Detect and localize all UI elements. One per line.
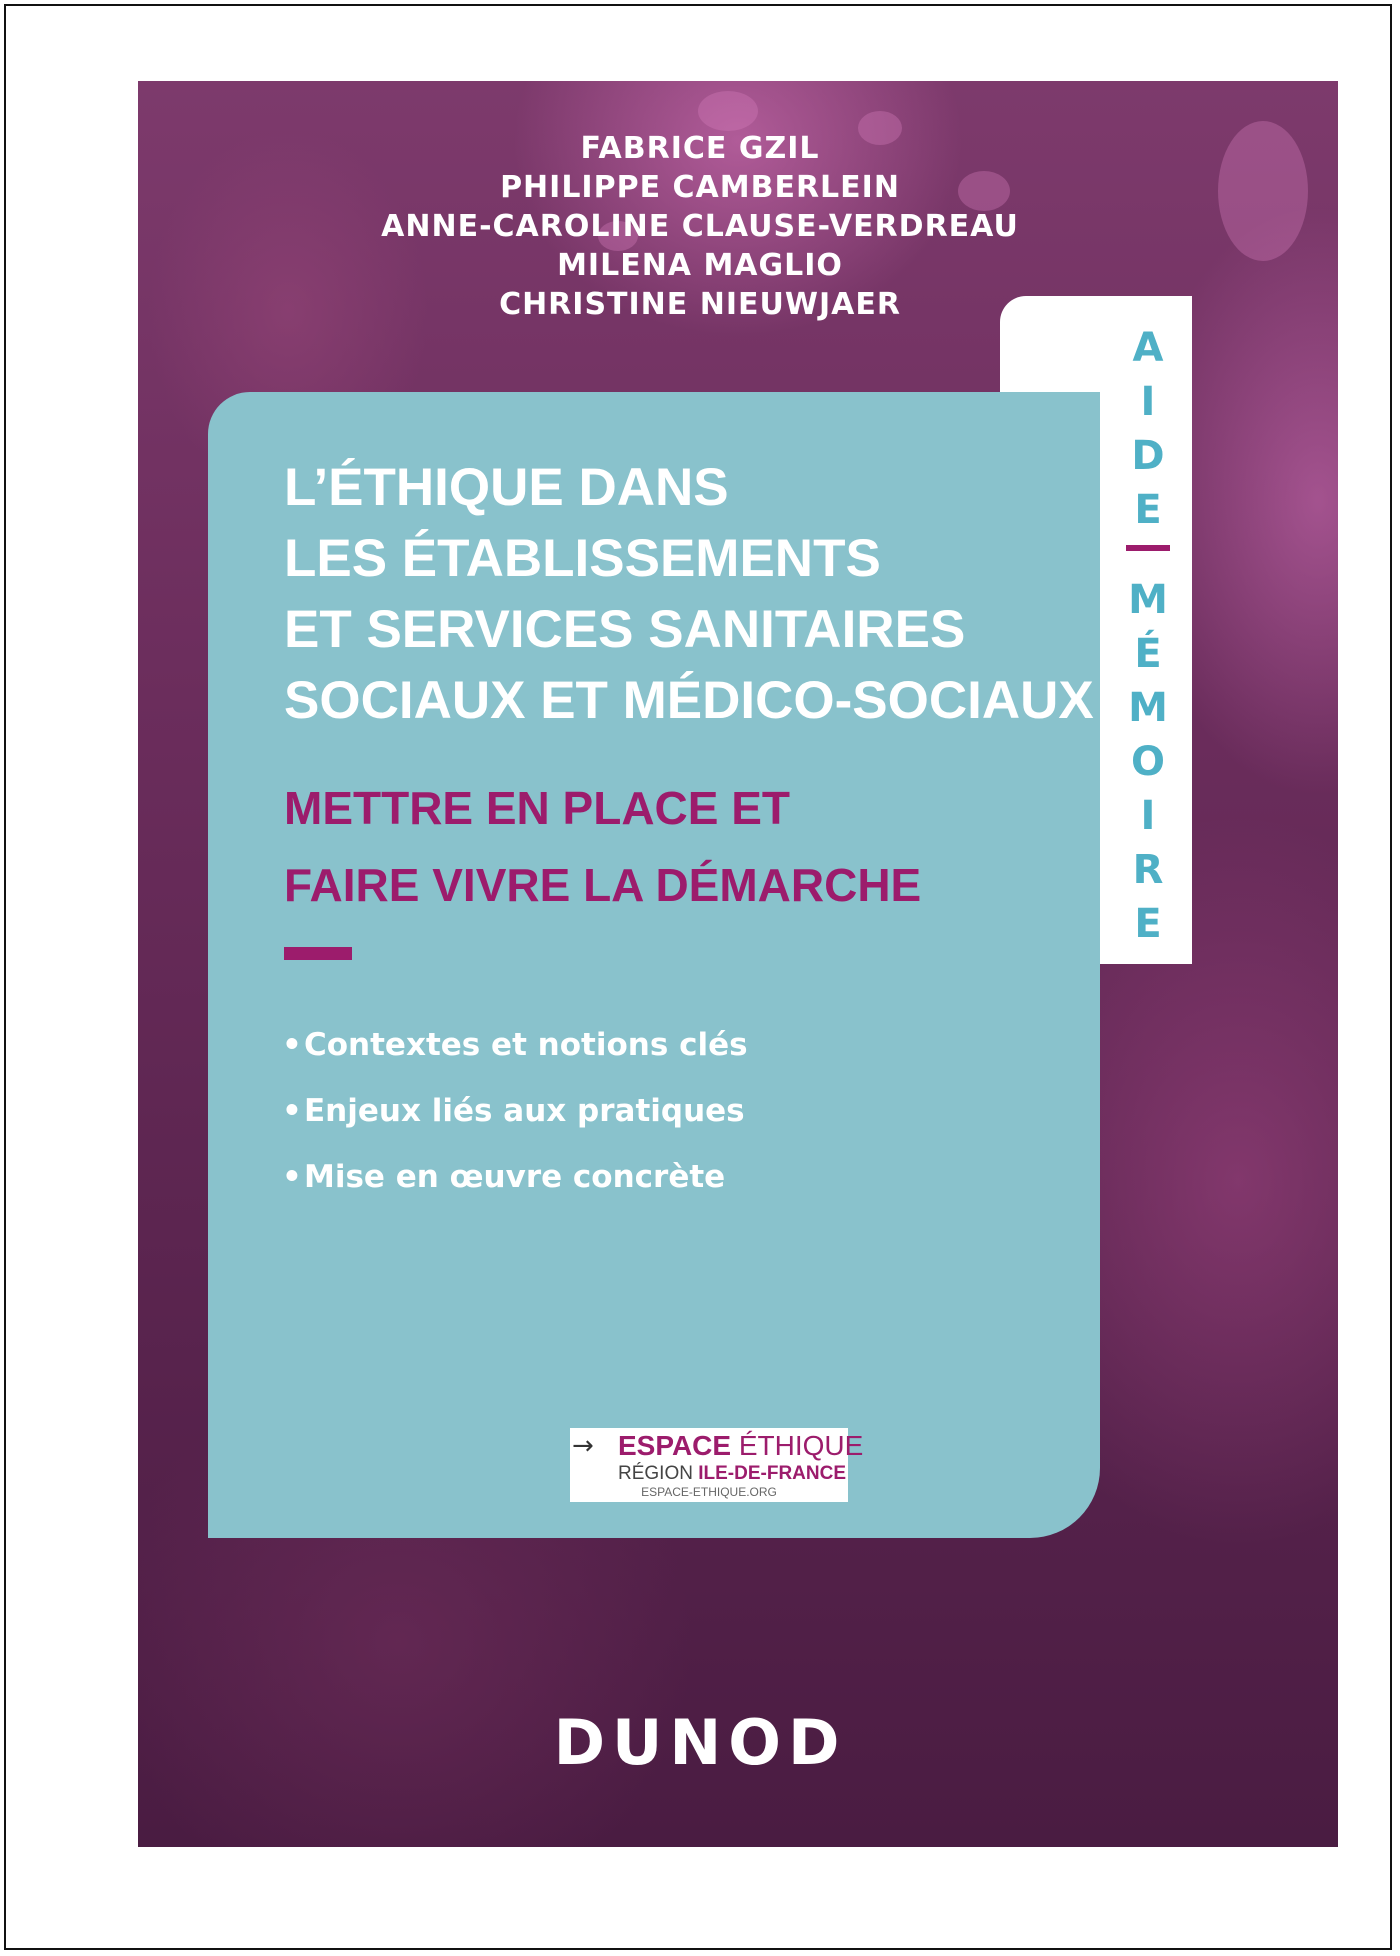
collection-letter: É	[1134, 631, 1162, 677]
list-item	[282, 1078, 982, 1144]
title-line: SOCIAUX ET MÉDICO-SOCIAUX	[284, 671, 1094, 730]
collection-letter: E	[1134, 901, 1162, 947]
collection-letter: E	[1134, 487, 1162, 533]
bullet-dot: •	[282, 1027, 302, 1063]
partner-region-name: ILE-DE-FRANCE	[698, 1463, 847, 1484]
author-name: CHRISTINE NIEUWJAER	[499, 287, 901, 322]
collection-letter: A	[1132, 325, 1164, 371]
subtitle-line: METTRE EN PLACE ET	[284, 782, 791, 834]
subtitle-line: FAIRE VIVRE LA DÉMARCHE	[284, 859, 922, 911]
author-list	[138, 129, 1262, 324]
book-cover	[138, 81, 1338, 1847]
bullet-list	[282, 1012, 982, 1210]
title-line: LES ÉTABLISSEMENTS	[284, 529, 881, 588]
list-item-text: Mise en œuvre concrète	[304, 1159, 726, 1195]
partner-name	[618, 1430, 864, 1462]
publisher-logo: DUNOD	[553, 1706, 847, 1779]
collection-letter: I	[1140, 793, 1156, 839]
partner-name-regular: ÉTHIQUE	[731, 1430, 864, 1461]
title-line: ET SERVICES SANITAIRES	[284, 600, 966, 659]
partner-name-bold: ESPACE	[618, 1430, 732, 1461]
collection-letter: I	[1140, 379, 1156, 425]
background-photo-highlight	[698, 91, 758, 131]
list-item	[282, 1012, 982, 1078]
collection-name	[1118, 321, 1178, 951]
list-item-text: Enjeux liés aux pratiques	[304, 1093, 745, 1129]
list-item	[282, 1144, 982, 1210]
list-item-text: Contextes et notions clés	[304, 1027, 748, 1063]
title-line: L’ÉTHIQUE DANS	[284, 458, 729, 517]
collection-letter: M	[1128, 685, 1168, 731]
partner-url: ESPACE-ETHIQUE.ORG	[641, 1485, 777, 1499]
collection-separator	[1126, 545, 1170, 551]
bullet-dot: •	[282, 1093, 302, 1129]
book-subtitle	[284, 770, 1044, 924]
partner-region	[618, 1464, 846, 1484]
collection-letter: O	[1130, 739, 1165, 785]
partner-logo	[570, 1428, 864, 1502]
collection-letter: M	[1128, 577, 1168, 623]
author-name: MILENA MAGLIO	[557, 248, 843, 283]
author-name: PHILIPPE CAMBERLEIN	[500, 170, 900, 205]
separator-bar	[284, 947, 352, 960]
bullet-dot: •	[282, 1159, 302, 1195]
title-panel	[208, 392, 1100, 1538]
collection-letter: D	[1131, 433, 1165, 479]
author-name: FABRICE GZIL	[580, 131, 820, 166]
partner-region-label: RÉGION	[618, 1463, 699, 1484]
author-name: ANNE-CAROLINE CLAUSE-VERDREAU	[381, 209, 1019, 244]
arrow-right-icon: →	[572, 1431, 594, 1461]
collection-letter: R	[1132, 847, 1164, 893]
book-title	[284, 452, 1094, 736]
